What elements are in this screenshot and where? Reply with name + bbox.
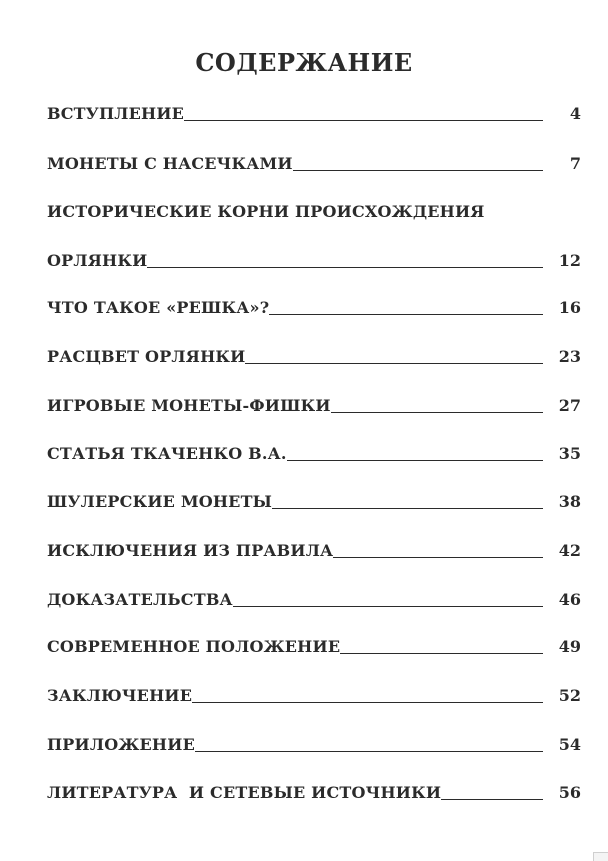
toc-entry-tkachenko-article[interactable] <box>47 444 581 464</box>
toc-entry-cheater-coins[interactable] <box>47 492 581 512</box>
toc-entry-title: ОРЛЯНКИ <box>47 251 148 270</box>
toc-leader-line <box>340 652 543 654</box>
toc-page-number: 49 <box>558 637 581 656</box>
toc-page-number: 12 <box>558 251 581 270</box>
toc-entry-notched-coins[interactable] <box>47 154 581 174</box>
toc-leader-line <box>272 507 543 509</box>
toc-entry-exceptions[interactable] <box>47 541 581 561</box>
toc-leader-line <box>195 750 543 752</box>
toc-entry-conclusion[interactable] <box>47 686 581 706</box>
toc-entry-literature[interactable] <box>47 783 581 803</box>
toc-leader-line <box>233 605 543 607</box>
toc-leader-line <box>245 362 543 364</box>
toc-page-number: 16 <box>558 298 581 317</box>
toc-entry-title: СТАТЬЯ ТКАЧЕНКО В.А. <box>47 444 287 463</box>
toc-entry-title: ИСКЛЮЧЕНИЯ ИЗ ПРАВИЛА <box>47 541 334 560</box>
toc-leader-line <box>147 266 543 268</box>
toc-entry-historical-roots[interactable] <box>47 202 581 222</box>
page-title: СОДЕРЖАНИЕ <box>195 48 413 77</box>
page-corner-fold <box>593 852 608 861</box>
toc-entry-title: ВСТУПЛЕНИЕ <box>47 104 185 123</box>
toc-page-number: 4 <box>569 104 581 123</box>
toc-entry-title: СОВРЕМЕННОЕ ПОЛОЖЕНИЕ <box>47 637 341 656</box>
toc-page-number: 35 <box>558 444 581 463</box>
toc-page-number: 52 <box>558 686 581 705</box>
toc-entry-title: ИГРОВЫЕ МОНЕТЫ-ФИШКИ <box>47 396 331 415</box>
toc-leader-line <box>287 459 543 461</box>
toc-entry-title: МОНЕТЫ С НАСЕЧКАМИ <box>47 154 293 173</box>
toc-leader-line <box>192 701 543 703</box>
toc-entry-orlyanka[interactable] <box>47 251 581 271</box>
toc-leader-line <box>184 119 543 121</box>
toc-entry-title: ПРИЛОЖЕНИЕ <box>47 735 195 754</box>
toc-entry-title: РАСЦВЕТ ОРЛЯНКИ <box>47 347 246 366</box>
toc-entry-title: ШУЛЕРСКИЕ МОНЕТЫ <box>47 492 273 511</box>
toc-leader-line <box>269 313 543 315</box>
toc-page-number: 56 <box>558 783 581 802</box>
toc-entry-what-is-reshka[interactable] <box>47 298 581 318</box>
toc-entry-appendix[interactable] <box>47 735 581 755</box>
toc-page-number: 27 <box>558 396 581 415</box>
toc-entry-title: ЗАКЛЮЧЕНИЕ <box>47 686 193 705</box>
toc-entry-current-state[interactable] <box>47 637 581 657</box>
toc-page-number: 38 <box>558 492 581 511</box>
toc-page-number: 42 <box>558 541 581 560</box>
toc-entry-game-coins[interactable] <box>47 396 581 416</box>
toc-page-number: 23 <box>558 347 581 366</box>
toc-page-number: 46 <box>558 590 581 609</box>
toc-leader-line <box>293 169 543 171</box>
toc-leader-line <box>441 798 543 800</box>
toc-leader-line <box>333 556 543 558</box>
toc-entry-title: ДОКАЗАТЕЛЬСТВА <box>47 590 233 609</box>
toc-page-number: 54 <box>558 735 581 754</box>
toc-entry-heyday[interactable] <box>47 347 581 367</box>
toc-entry-title: ИСТОРИЧЕСКИЕ КОРНИ ПРОИСХОЖДЕНИЯ <box>47 202 485 221</box>
toc-entry-title: ЛИТЕРАТУРА И СЕТЕВЫЕ ИСТОЧНИКИ <box>47 783 442 802</box>
toc-leader-line <box>331 411 543 413</box>
toc-page-number: 7 <box>569 154 581 173</box>
toc-entry-title: ЧТО ТАКОЕ «РЕШКА»? <box>47 298 270 317</box>
toc-entry-evidence[interactable] <box>47 590 581 610</box>
toc-entry-introduction[interactable] <box>47 104 581 124</box>
